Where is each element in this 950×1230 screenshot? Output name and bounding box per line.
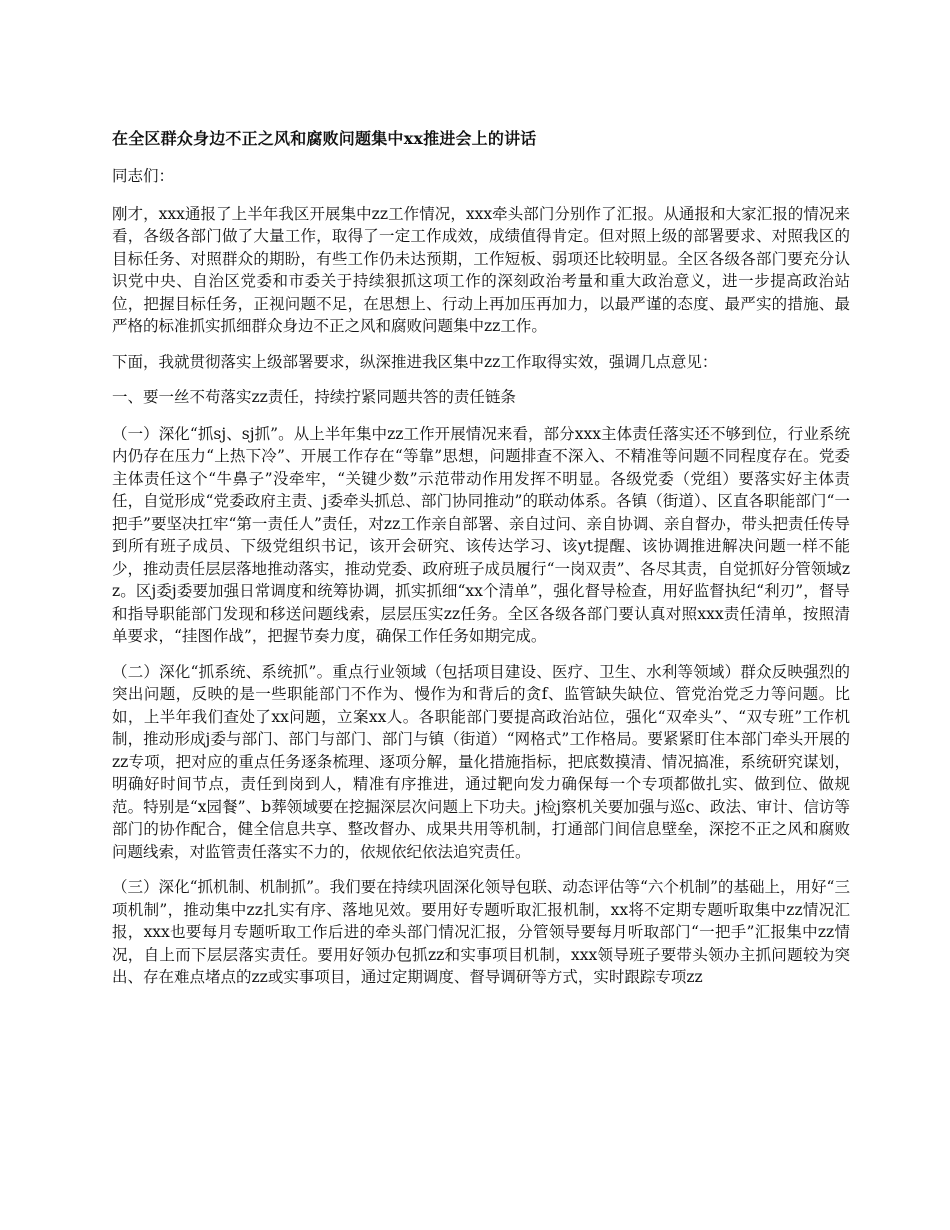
document-title: 在全区群众身边不正之风和腐败问题集中xx推进会上的讲话 [112,129,537,148]
paragraph-opening: 刚才，xxx通报了上半年我区开展集中zz工作情况，xxx牵头部门分别作了汇报。从通报和大家汇报的情况来看，各级各部门做了大量工作，取得了一定工作成效，成绩值得肯定。但对照上级的部署要求、对照我区的目标任务、对照群众的期盼，有些工作仍未达预期，工作短板、弱项还比较明显。全区各级各部门要充分认识党中央、自治区党委和市委关于持续狠抓这项工作的深刻政治考量和重大政治意义，进一步提高政治站位，把握目标任务，正视问题不足，在思想上、行动上再加压再加力，以最严谨的态度、最严实的措施、最严格的标准抓实抓细群众身边不正之风和腐败问题集中zz工作。 [112,204,850,335]
document-page [112,128,850,1002]
paragraph-section-1-3: （三）深化“抓机制、机制抓”。我们要在持续巩固深化领导包联、动态评估等“六个机制”的基础上，用好“三项机制”，推动集中zz扎实有序、落地见效。要用好专题听取汇报机制，xx将不定期专题听取集中zz情况汇报，xxx也要每月专题听取工作后进的牵头部门情况汇报，分管领导要每月听取部门“一把手”汇报集中zz情况，自上而下层层落实责任。要用好领办包抓zz和实事项目机制，xxx领导班子要带头领办主抓问题较为突出、存在难点堵点的zz或实事项目，通过定期调度、督导调研等方式，实时跟踪专项zz [112,878,850,986]
paragraph-intro: 下面，我就贯彻落实上级部署要求，纵深推进我区集中zz工作取得实效，强调几点意见： [112,352,718,371]
paragraph-section-1-1: （一）深化“抓sj、sj抓”。从上半年集中zz工作开展情况来看，部分xxx主体责任落实还不够到位，行业系统内仍存在压力“上热下冷”、开展工作存在“等靠”思想，问题排查不深入、不精准等问题不同程度存在。党委主体责任这个“牛鼻子”没牵牢，“关键少数”示范带动作用发挥不明显。各级党委（党组）要落实好主体责任，自觉形成“党委政府主责、j委牵头抓总、部门协同推动”的联动体系。各镇（街道）、区直各职能部门“一把手”要坚决扛牢“第一责任人”责任，对zz工作亲自部署、亲自过问、亲自协调、亲自督办，带头把责任传导到所有班子成员、下级党组织书记，该开会研究、该传达学习、该yt提醒、该协调推进解决问题一样不能少，推动责任层层落地推动落实，推动党委、政府班子成员履行“一岗双责”、各尽其责，自觉抓好分管领域zz。区j委j委要加强日常调度和统筹协调，抓实抓细“xx个清单”，强化督导检查，用好监督执纪“利刃”，督导和指导职能部门发现和移送问题线索，层层压实zz任务。全区各级各部门要认真对照xxx责任清单，按照清单要求，“挂图作战”，把握节奏力度，确保工作任务如期完成。 [112,424,850,645]
paragraph-section-1-2: （二）深化“抓系统、系统抓”。重点行业领域（包括项目建设、医疗、卫生、水利等领域）群众反映强烈的突出问题，反映的是一些职能部门不作为、慢作为和背后的贪f、监管缺失缺位、管党治党乏力等问题。比如，上半年我们查处了xx问题，立案xx人。各职能部门要提高政治站位，强化“双牵头”、“双专班”工作机制，推动形成j委与部门、部门与部门、部门与镇（街道）“网格式”工作格局。要紧紧盯住本部门牵头开展的zz专项，把对应的重点任务逐条梳理、逐项分解，量化措施指标，把底数摸清、情况搞准，系统研究谋划，明确好时间节点，责任到岗到人，精准有序推进，通过靶向发力确保每一个专项都做扎实、做到位、做规范。特别是“x园餐”、b葬领域要在挖掘深层次问题上下功夫。j检j察机关要加强与巡c、政法、审计、信访等部门的协作配合，健全信息共享、整改督办、成果共用等机制，打通部门间信息壁垒，深挖不正之风和腐败问题线索，对监管责任落实不力的，依规依纪依法追究责任。 [112,662,850,861]
section-heading-1: 一、要一丝不苟落实zz责任，持续拧紧同题共答的责任链条 [112,388,516,406]
salutation: 同志们： [112,167,175,185]
